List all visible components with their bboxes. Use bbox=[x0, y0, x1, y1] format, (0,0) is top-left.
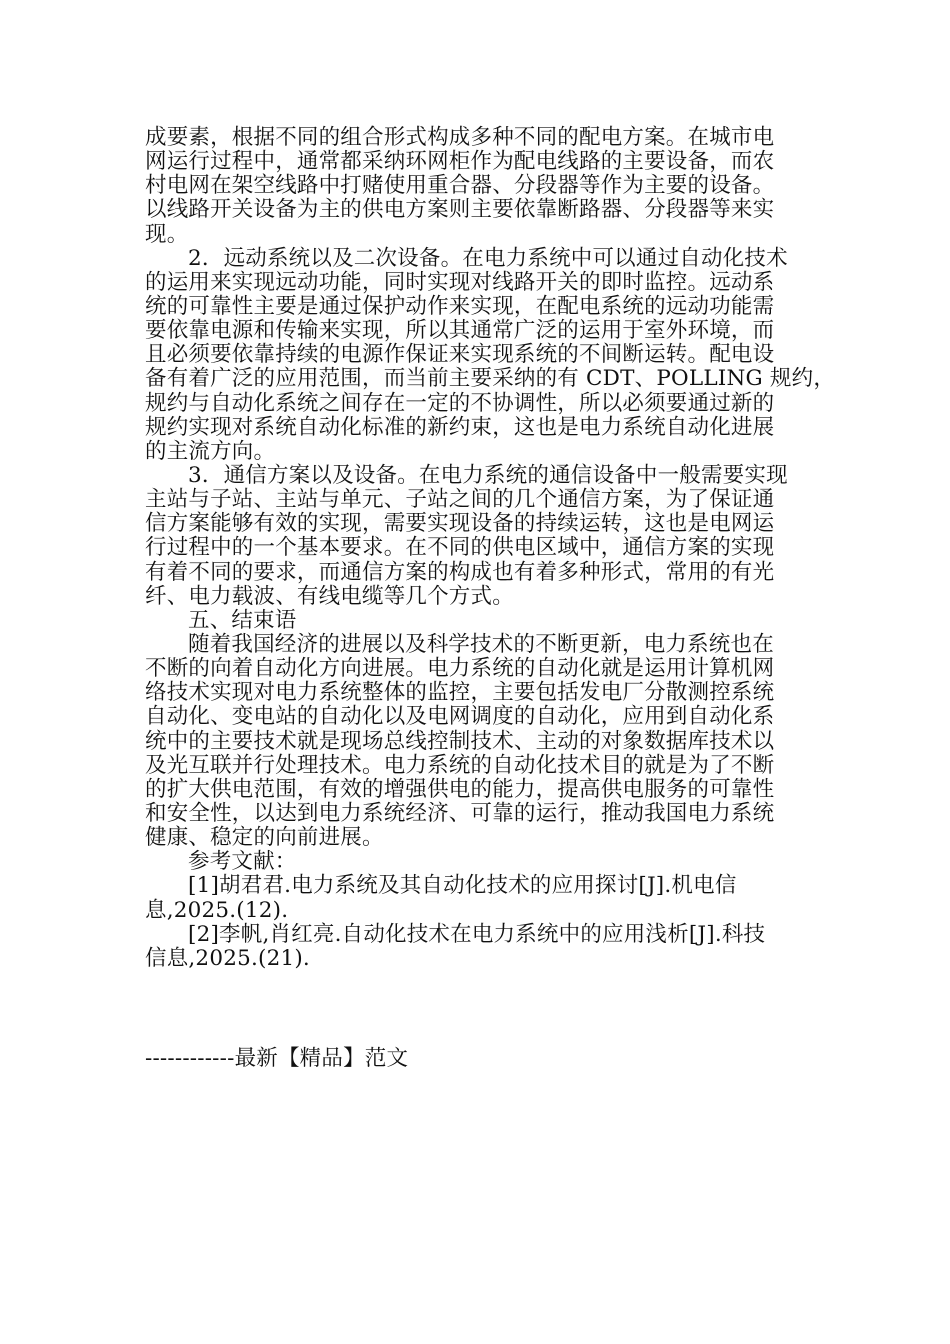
text-line: 信方案能够有效的实现，需要实现设备的持续运转，这也是电网运 bbox=[145, 511, 775, 537]
text-line: 网运行过程中，通常都采纳环网柜作为配电线路的主要设备，而农 bbox=[145, 149, 775, 175]
text-line: 且必须要依靠持续的电源作保证来实现系统的不间断运转。配电设 bbox=[145, 342, 775, 368]
text-line: 息,2025.(12). bbox=[145, 897, 289, 923]
text-line: 和安全性，以达到电力系统经济、可靠的运行，推动我国电力系统 bbox=[145, 800, 775, 826]
text-line: 的扩大供电范围，有效的增强供电的能力，提高供电服务的可靠性 bbox=[145, 776, 775, 802]
text-line: 3．通信方案以及设备。在电力系统的通信设备中一般需要实现 bbox=[188, 462, 788, 488]
text-line: 备有着广泛的应用范围，而当前主要采纳的有 CDT、POLLING 规约， bbox=[145, 366, 836, 392]
text-line: 健康、稳定的向前进展。 bbox=[145, 825, 384, 851]
text-line: [1]胡君君.电力系统及其自动化技术的应用探讨[J].机电信 bbox=[188, 873, 737, 899]
text-line: 要依靠电源和传输来实现，所以其通常广泛的运用于室外环境，而 bbox=[145, 318, 775, 344]
text-line: 2．远动系统以及二次设备。在电力系统中可以通过自动化技术 bbox=[188, 245, 788, 271]
text-line: 的运用来实现远动功能，同时实现对线路开关的即时监控。远动系 bbox=[145, 269, 775, 295]
text-line: 五、结束语 bbox=[188, 607, 297, 633]
text-line: [2]李帆,肖红亮.自动化技术在电力系统中的应用浅析[J].科技 bbox=[188, 921, 766, 947]
text-line: 统中的主要技术就是现场总线控制技术、主动的对象数据库技术以 bbox=[145, 728, 775, 754]
text-line: 纤、电力载波、有线电缆等几个方式。 bbox=[145, 583, 514, 609]
text-line: 村电网在架空线路中打赌使用重合器、分段器等作为主要的设备。 bbox=[145, 173, 775, 199]
text-line: 自动化、变电站的自动化以及电网调度的自动化，应用到自动化系 bbox=[145, 704, 775, 730]
text-line: 参考文献： bbox=[188, 849, 297, 875]
text-line: 不断的向着自动化方向进展。电力系统的自动化就是运用计算机网 bbox=[145, 656, 775, 682]
text-line: 统的可靠性主要是通过保护动作来实现，在配电系统的远动功能需 bbox=[145, 293, 775, 319]
text-line: 及光互联并行处理技术。电力系统的自动化技术目的就是为了不断 bbox=[145, 752, 775, 778]
text-line: 的主流方向。 bbox=[145, 438, 276, 464]
document-body bbox=[145, 125, 836, 971]
text-line: 现。 bbox=[145, 221, 189, 247]
text-line: 规约与自动化系统之间存在一定的不协调性，所以必须要通过新的 bbox=[145, 390, 775, 416]
text-line: 络技术实现对电力系统整体的监控，主要包括发电厂分散测控系统 bbox=[145, 680, 775, 706]
text-line: 随着我国经济的进展以及科学技术的不断更新，电力系统也在 bbox=[188, 631, 774, 657]
text-line: 主站与子站、主站与单元、子站之间的几个通信方案，为了保证通 bbox=[145, 487, 775, 513]
text-line: 成要素，根据不同的组合形式构成多种不同的配电方案。在城市电 bbox=[145, 125, 775, 150]
text-line: 有着不同的要求，而通信方案的构成也有着多种形式，常用的有光 bbox=[145, 559, 775, 585]
text-line: 以线路开关设备为主的供电方案则主要依靠断路器、分段器等来实 bbox=[145, 197, 775, 223]
text-line: 行过程中的一个基本要求。在不同的供电区域中，通信方案的实现 bbox=[145, 535, 775, 561]
text-line: 信息,2025.(21). bbox=[145, 945, 310, 971]
text-line: 规约实现对系统自动化标准的新约束，这也是电力系统自动化进展 bbox=[145, 414, 775, 440]
footer-watermark: ------------最新【精品】范文 bbox=[145, 1046, 409, 1071]
